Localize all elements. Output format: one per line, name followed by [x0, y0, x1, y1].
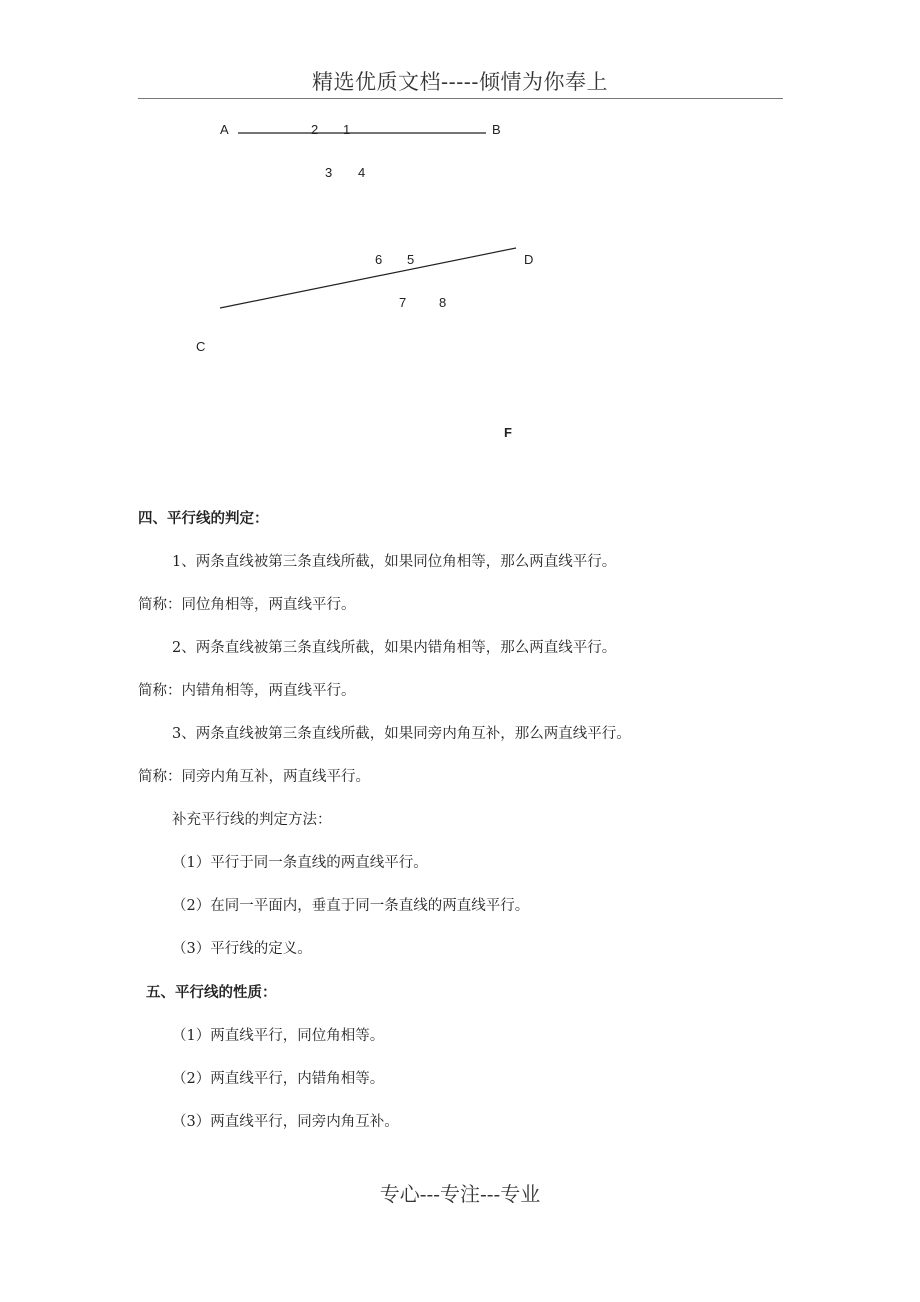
- supplement-item-1: （1）平行于同一条直线的两直线平行。: [172, 855, 428, 871]
- property-3: （3）两直线平行，同旁内角互补。: [172, 1114, 399, 1130]
- figure-lines: [0, 0, 920, 460]
- criterion-3-short: 简称：同旁内角互补，两直线平行。: [138, 769, 370, 785]
- property-1: （1）两直线平行，同位角相等。: [172, 1028, 385, 1044]
- line-cd: [220, 248, 516, 308]
- section-4-heading: 四、平行线的判定：: [138, 510, 269, 527]
- point-f-label: F: [504, 425, 512, 440]
- geometry-figure: [0, 0, 920, 460]
- point-c-label: C: [196, 339, 206, 354]
- point-d-label: D: [524, 252, 534, 267]
- angle-7-label: 7: [399, 295, 407, 310]
- supplement-title: 补充平行线的判定方法：: [172, 812, 332, 828]
- point-a-label: A: [220, 122, 229, 137]
- property-2: （2）两直线平行，内错角相等。: [172, 1071, 385, 1087]
- angle-8-label: 8: [439, 295, 447, 310]
- criterion-1-short: 简称：同位角相等，两直线平行。: [138, 597, 356, 613]
- angle-3-label: 3: [325, 165, 333, 180]
- page-header-title: 精选优质文档-----倾情为你奉上: [312, 70, 608, 94]
- criterion-1: 1、两条直线被第三条直线所截，如果同位角相等，那么两直线平行。: [172, 554, 617, 570]
- criterion-2-short: 简称：内错角相等，两直线平行。: [138, 683, 356, 699]
- angle-4-label: 4: [358, 165, 366, 180]
- angle-1-label: 1: [343, 122, 351, 137]
- section-5-heading: 五、平行线的性质：: [146, 984, 277, 1001]
- supplement-item-3: （3）平行线的定义。: [172, 941, 312, 957]
- angle-2-label: 2: [311, 122, 319, 137]
- supplement-item-2: （2）在同一平面内，垂直于同一条直线的两直线平行。: [172, 898, 530, 914]
- point-b-label: B: [492, 122, 501, 137]
- criterion-3: 3、两条直线被第三条直线所截，如果同旁内角互补，那么两直线平行。: [172, 726, 631, 742]
- angle-5-label: 5: [407, 252, 415, 267]
- criterion-2: 2、两条直线被第三条直线所截，如果内错角相等，那么两直线平行。: [172, 640, 617, 656]
- page-footer: 专心---专注---专业: [379, 1182, 541, 1206]
- angle-6-label: 6: [375, 252, 383, 267]
